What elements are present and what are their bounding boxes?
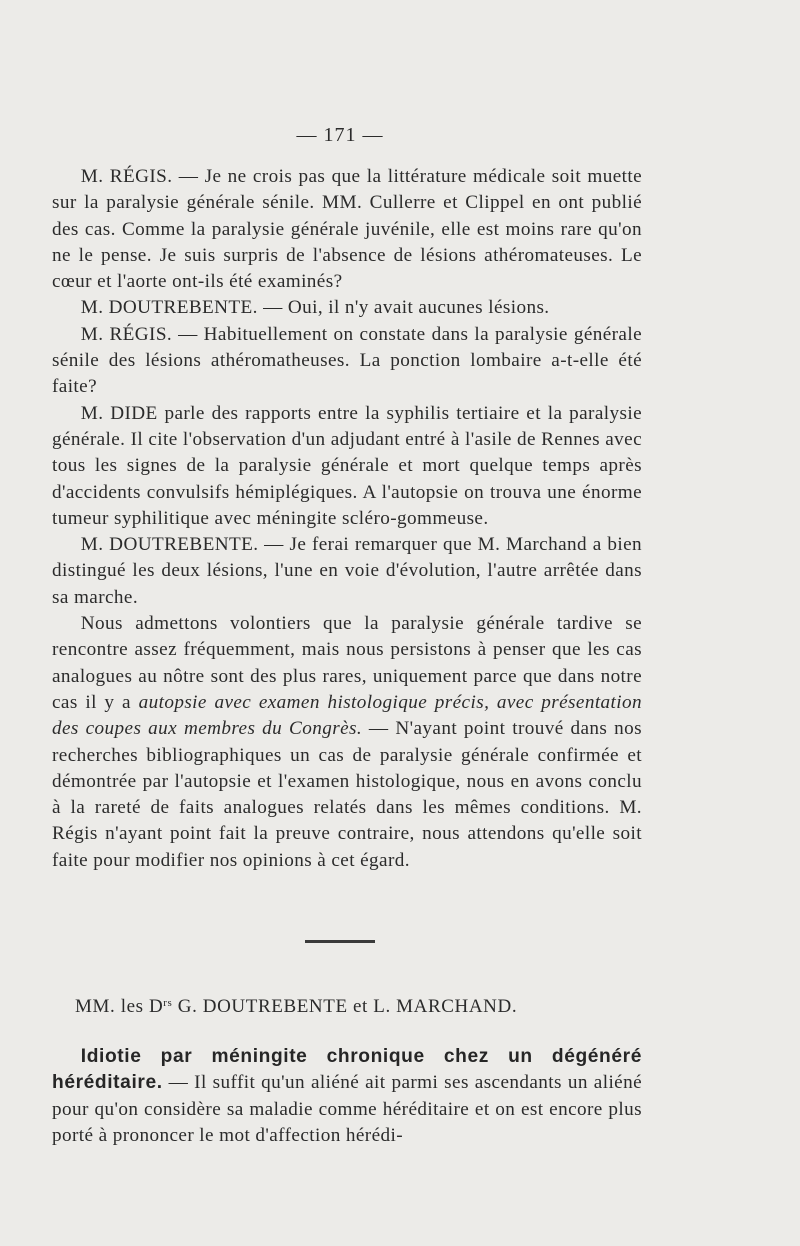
section-divider — [305, 940, 375, 943]
article-paragraph — [52, 1044, 642, 1149]
paragraph-doutrebente-2: M. DOUTREBENTE. — Je ferai remarquer que M. Marchand a bien distingué les deux lésions, l'une en voie d'évolution, l'autre arrêtée dans sa marche. — [52, 534, 642, 608]
discussion-section — [52, 164, 642, 874]
authors-superscript: rs — [163, 997, 173, 1009]
authors-prefix: MM. les D — [75, 996, 164, 1017]
article-title: Idiotie par méningite chronique chez un dégénéré héréditaire. — [52, 1046, 642, 1094]
page-number: — 171 — — [296, 124, 384, 146]
authors-names: G. DOUTREBENTE et L. MARCHAND. — [172, 996, 518, 1017]
article-text: — Il suffit qu'un aliéné ait parmi ses ascendants un aliéné pour qu'on considère sa maladie comme héréditaire et on est encore plus porté à prononcer le mot d'affection hérédi- — [52, 1072, 642, 1146]
authors-line — [75, 996, 517, 1018]
paragraph-regis-1: M. RÉGIS. — Je ne crois pas que la littérature médicale soit muette sur la paralysie générale sénile. MM. Cullerre et Clippel en ont publié des cas. Comme la paralysie générale juvénile, elle est moins rare qu'on ne le pense. Je suis surpris de l'absence de lésions athéromateuses. Le cœur et l'aorte ont-ils été examinés? — [52, 166, 642, 293]
paragraph-conclusion — [52, 611, 642, 874]
paragraph-doutrebente-1: M. DOUTREBENTE. — Oui, il n'y avait aucunes lésions. — [80, 297, 550, 319]
conclusion-italic-text: autopsie avec examen histologique précis, avec présentation des coupes aux membres du Congrès. — [52, 691, 642, 740]
conclusion-text-end: — N'ayant point trouvé dans nos recherches bibliographiques un cas de paralysie générale confirmée et démontrée par l'autopsie et l'examen histologique, nous en avons conclu à la rareté de faits analogues relatés dans les mêmes conditions. M. Régis n'ayant point fait la preuve contraire, nous attendons qu'elle soit faite pour modifier nos opinions à cet égard. — [52, 718, 642, 871]
paragraph-regis-2: M. RÉGIS. — Habituellement on constate dans la paralysie générale sénile des lésions athéromatheuses. La ponction lombaire a-t-elle été faite? — [52, 323, 642, 398]
paragraph-dide: M. DIDE parle des rapports entre la syphilis tertiaire et la paralysie générale. Il cite l'observation d'un adjudant entré à l'asile de Rennes avec tous les signes de la paralysie générale et mort quelque temps après d'accidents convulsifs hémiplégiques. A l'autopsie on trouva une énorme tumeur syphilitique avec méningite scléro-gommeuse. — [52, 402, 642, 529]
conclusion-text-start: Nous admettons volontiers que la paralysie générale tardive se rencontre assez fréquemment, mais nous persistons à penser que les cas analogues au nôtre sont des plus rares, uniquement parce que dans notre cas il y a — [52, 613, 642, 713]
article-section — [52, 1044, 642, 1149]
